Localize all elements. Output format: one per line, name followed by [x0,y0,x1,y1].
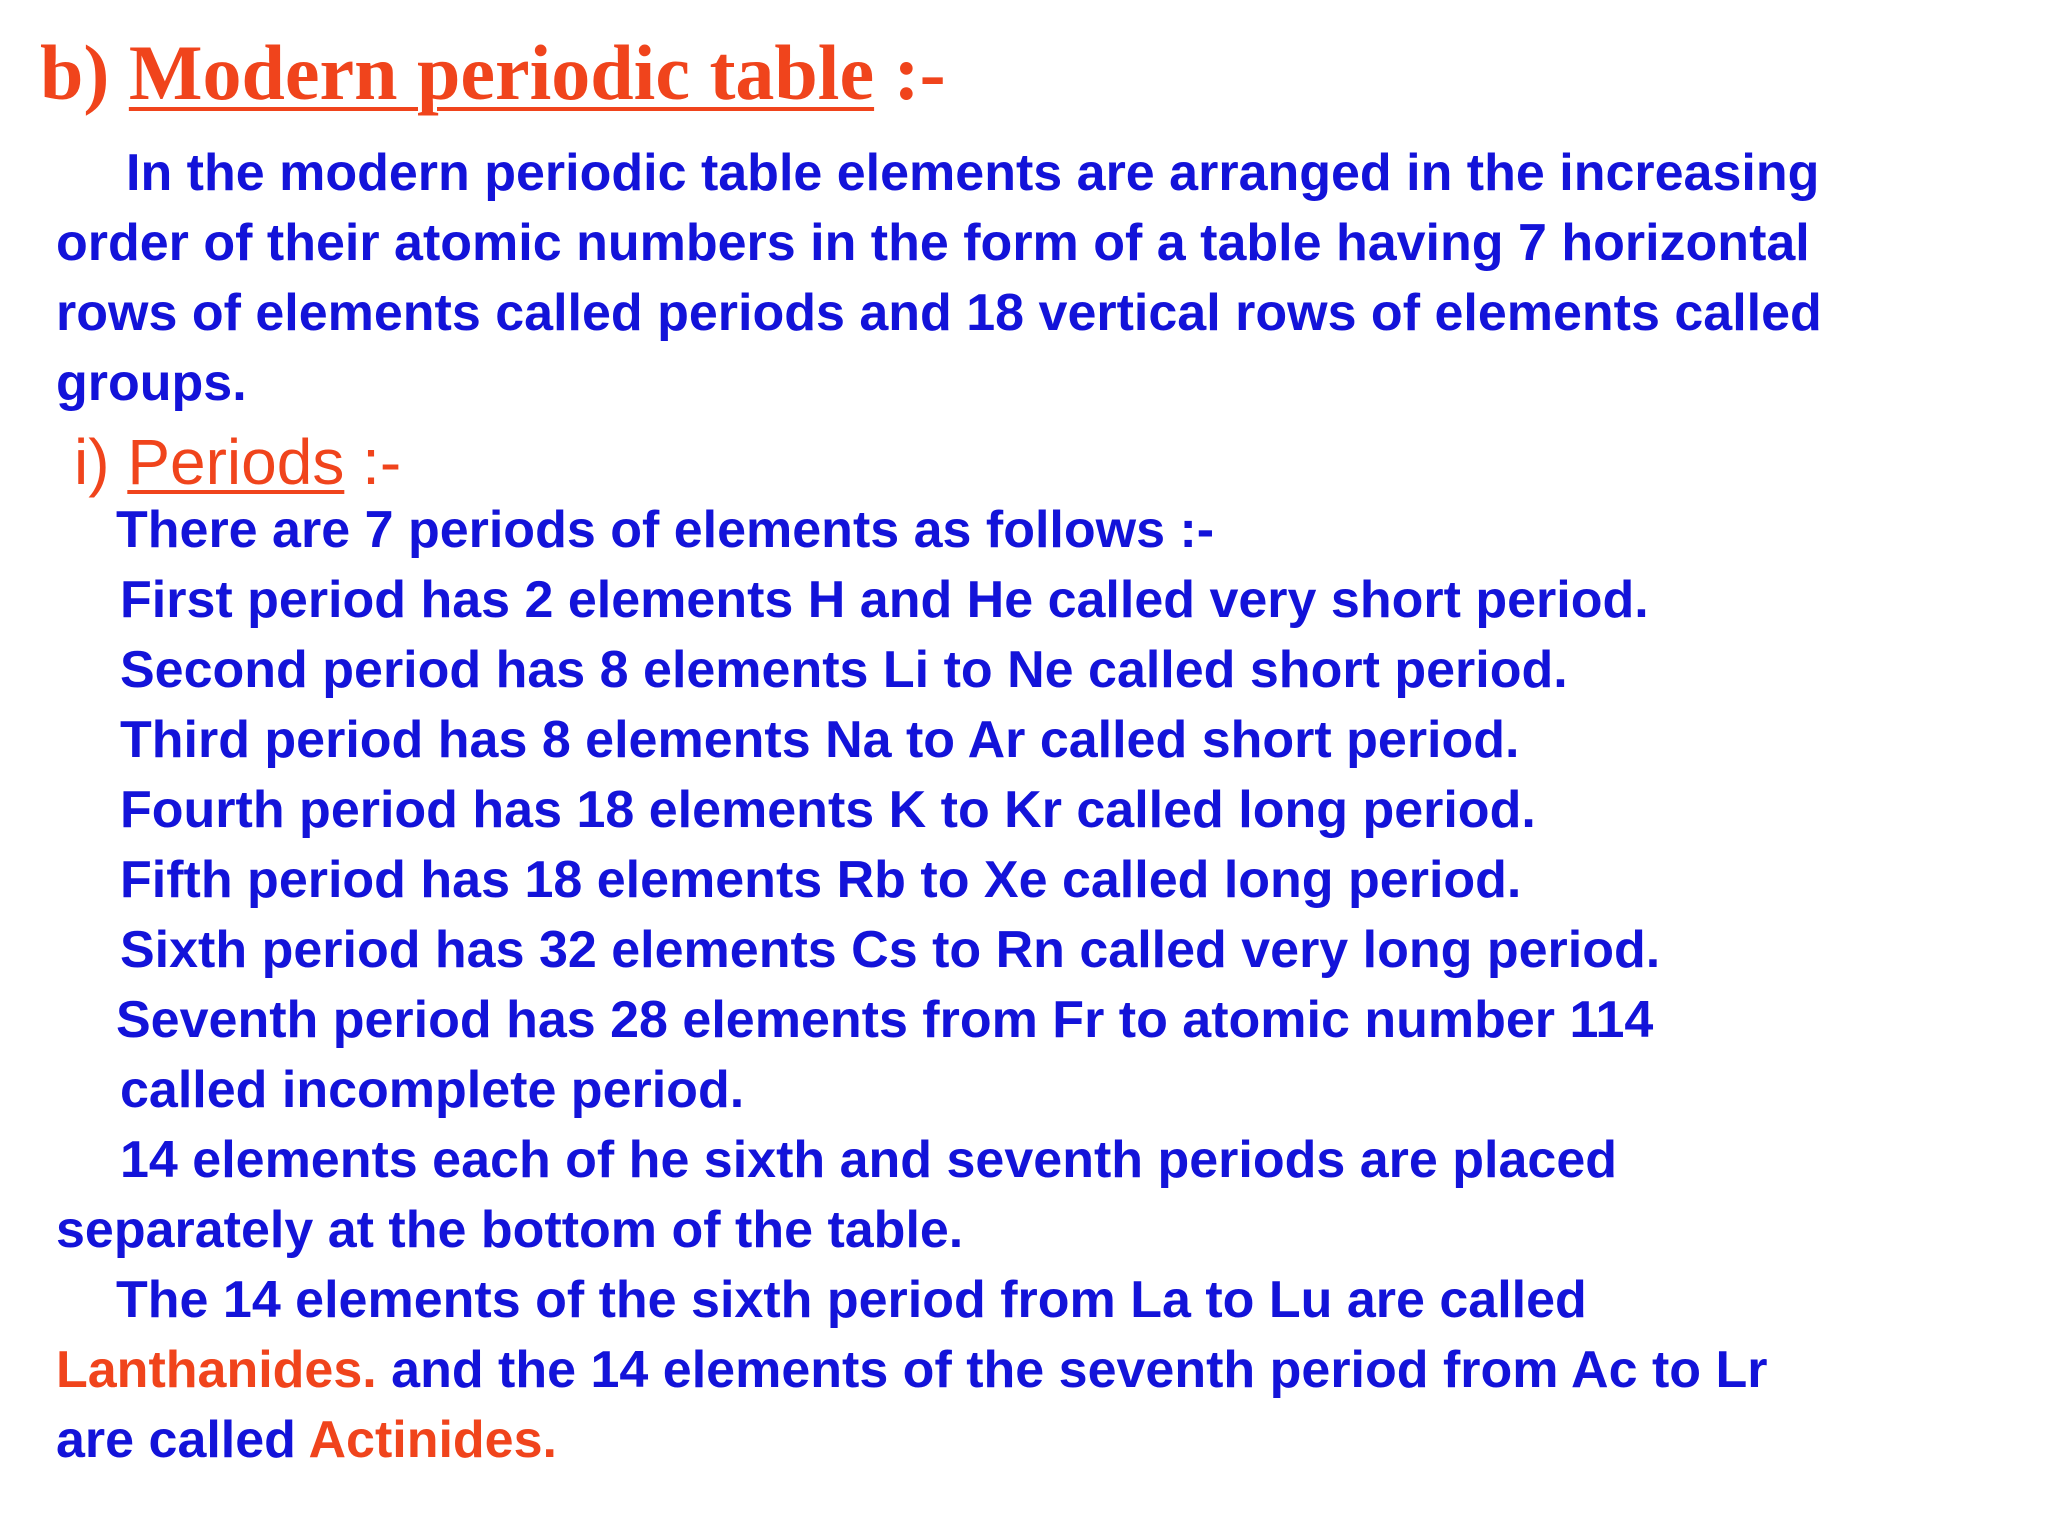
closing-line-1: The 14 elements of the sixth period from La to Lu are called [116,1271,1587,1329]
page-title [40,28,946,118]
period-line-5: Fifth period has 18 elements Rb to Xe called long period. [120,851,1522,909]
period-line-8: called incomplete period. [120,1061,745,1119]
intro-line-4: groups. [56,354,247,412]
period-line-7: Seventh period has 28 elements from Fr to atomic number 114 [116,991,1654,1049]
intro-line-1: In the modern periodic table elements are arranged in the increasing [126,144,1820,202]
period-line-4: Fourth period has 18 elements K to Kr called long period. [120,781,1536,839]
period-line-3: Third period has 8 elements Na to Ar called short period. [120,711,1520,769]
title-text: Modern periodic table [128,29,875,116]
closing-line-3-start: are called [56,1411,309,1469]
closing-line-3 [56,1410,557,1470]
actinides-term: Actinides. [308,1411,557,1469]
lanthanides-term: Lanthanides. [56,1341,377,1399]
title-suffix: :- [874,29,946,116]
title-prefix: b) [40,29,129,116]
period-line-1: First period has 2 elements H and He called very short period. [120,571,1649,629]
note-line-2: separately at the bottom of the table. [56,1201,964,1259]
section-heading-periods [74,426,401,498]
period-line-2: Second period has 8 elements Li to Ne called short period. [120,641,1568,699]
note-line-1: 14 elements each of he sixth and seventh periods are placed [120,1131,1618,1189]
section-suffix: :- [344,426,402,498]
periods-intro: There are 7 periods of elements as follows :- [116,501,1215,559]
period-line-6: Sixth period has 32 elements Cs to Rn called very long period. [120,921,1661,979]
closing-line-2-rest: and the 14 elements of the seventh period from Ac to Lr [376,1341,1768,1399]
closing-line-2 [56,1340,1768,1400]
intro-line-3: rows of elements called periods and 18 vertical rows of elements called [56,284,1822,342]
section-prefix: i) [74,426,128,498]
section-title: Periods [127,426,345,498]
intro-line-2: order of their atomic numbers in the form of a table having 7 horizontal [56,214,1810,272]
